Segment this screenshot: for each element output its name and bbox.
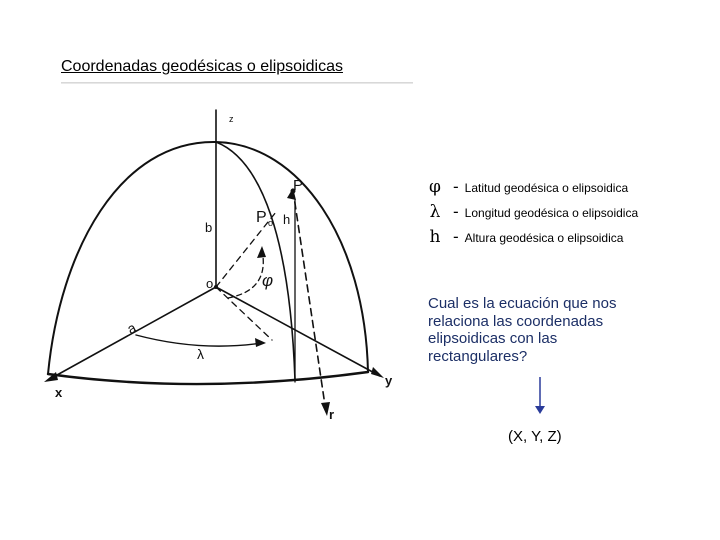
label-phi: φ	[262, 271, 274, 290]
question-line: relaciona las coordenadas	[428, 312, 604, 330]
label-origin: o	[206, 276, 214, 291]
label-r: r	[329, 407, 335, 422]
label-Po-subscript: o	[268, 218, 274, 228]
legend-dash: -	[453, 227, 459, 246]
legend-item-latitude	[425, 177, 715, 202]
legend-dash: -	[453, 202, 459, 221]
result-coordinates: (X, Y, Z)	[508, 428, 562, 445]
y-axis-arrowhead	[371, 367, 384, 378]
origin-point	[214, 285, 218, 289]
legend-symbol: λ	[429, 202, 441, 222]
question-text	[428, 295, 668, 365]
label-y: y	[385, 373, 393, 388]
legend-dash: -	[453, 177, 459, 196]
label-b: b	[205, 220, 213, 235]
question-line: Cual es la ecuación que nos	[428, 295, 617, 312]
longitude-arc	[136, 335, 262, 346]
y-axis	[216, 287, 380, 376]
legend-item-height	[425, 227, 715, 252]
label-a: a	[124, 319, 139, 338]
legend-text: Latitud geodésica o elipsoidica	[464, 181, 629, 195]
page-title: Coordenadas geodésicas o elipsoidicas	[61, 58, 343, 75]
legend-symbol: φ	[429, 177, 441, 197]
question-line: elipsoidicas con las	[428, 330, 558, 347]
legend-text: Longitud geodésica o elipsoidica	[464, 206, 639, 220]
question-line: rectangulares?	[428, 347, 528, 365]
ellipsoid-outline	[48, 142, 368, 374]
ellipsoid-diagram	[35, 100, 425, 430]
latitude-arrowhead	[257, 246, 266, 258]
label-P: P	[293, 177, 304, 194]
legend-item-longitude	[425, 202, 715, 227]
label-z: z	[229, 114, 234, 124]
legend	[425, 177, 715, 252]
title-divider	[61, 82, 413, 83]
label-x: x	[55, 385, 63, 400]
label-h: h	[283, 212, 291, 227]
label-lambda: λ	[197, 346, 204, 362]
longitude-arrowhead	[255, 338, 266, 347]
legend-symbol: h	[429, 227, 441, 247]
down-arrow-icon	[530, 377, 550, 415]
label-Po: P	[256, 209, 267, 226]
legend-text: Altura geodésica o elipsoidica	[464, 231, 624, 245]
